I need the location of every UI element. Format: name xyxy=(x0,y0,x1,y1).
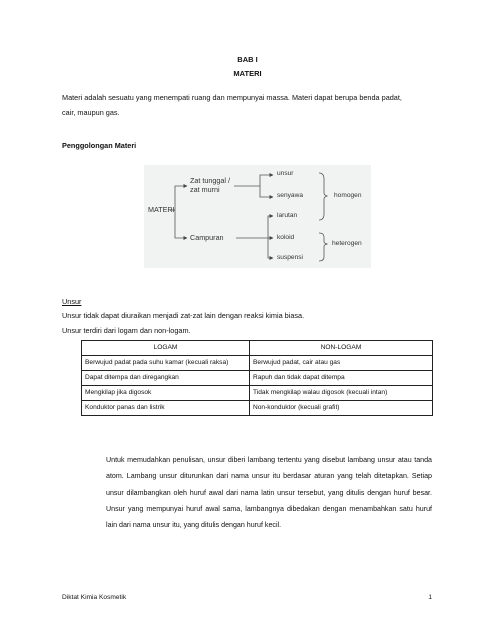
diagram-solution-label: larutan xyxy=(277,212,298,219)
diagram-pure-label-2: zat murni xyxy=(190,185,220,194)
footer-title: Diktat Kimia Kosmetik xyxy=(62,594,127,601)
diagram-suspension-label: suspensi xyxy=(277,254,304,261)
table-header-row xyxy=(82,341,433,356)
metal-nonmetal-table xyxy=(81,340,433,416)
section-title: Penggolongan Materi xyxy=(62,141,137,150)
diagram-heterogeneous-label: heterogen xyxy=(332,240,362,247)
diagram-connectors xyxy=(144,165,371,268)
table-cell: Mengkilap jika digosok xyxy=(82,386,250,401)
table-row xyxy=(82,386,433,401)
diagram-compound-label: senyawa xyxy=(277,192,304,199)
table-cell: Berwujud padat, cair atau gas xyxy=(250,356,433,371)
table-cell: Non-konduktor (kecuali grafit) xyxy=(250,401,433,416)
diagram-element-label: unsur xyxy=(277,170,294,177)
table-row xyxy=(82,356,433,371)
table-row xyxy=(82,371,433,386)
table-cell: Tidak mengkilap walau digosok (kecuali intan) xyxy=(250,386,433,401)
intro-line-2: cair, maupun gas. xyxy=(62,108,120,117)
table-cell: Rapuh dan tidak dapat ditempa xyxy=(250,371,433,386)
page-number: 1 xyxy=(428,594,432,601)
table-cell: Dapat ditempa dan diregangkan xyxy=(82,371,250,386)
table-row xyxy=(82,401,433,416)
table-cell: Berwujud padat pada suhu kamar (kecuali raksa) xyxy=(82,356,250,371)
chapter-title: MATERI xyxy=(233,69,262,78)
classification-diagram xyxy=(144,165,371,268)
chapter-label: BAB I xyxy=(237,55,258,64)
diagram-colloid-label: koloid xyxy=(277,234,295,241)
unsur-line-1: Unsur tidak dapat diuraikan menjadi zat-zat lain dengan reaksi kimia biasa. xyxy=(62,311,305,320)
table-header-logam: LOGAM xyxy=(82,341,250,356)
diagram-mixture-label: Campuran xyxy=(190,233,224,242)
diagram-pure-label-1: Zat tunggal / xyxy=(190,176,230,185)
unsur-heading: Unsur xyxy=(62,297,82,306)
symbol-paragraph: Untuk memudahkan penulisan, unsur diberi lambang tertentu yang disebut lambang unsur atau tanda atom. Lambang unsur diturunkan dari nama unsur itu berdasar aturan yang telah ditetapkan. Setiap unsur dilambangkan oleh huruf awal dari nama latin unsur tersebut, yang ditulis dengan huruf besar. Unsur yang mempunyai huruf awal sama, lambangnya dibedakan dengan menambahkan satu huruf lain dari nama unsur itu, yang ditulis dengan huruf kecil. xyxy=(106,456,432,530)
table-header-nonlogam: NON-LOGAM xyxy=(250,341,433,356)
diagram-homogeneous-label: homogen xyxy=(334,192,362,199)
diagram-root-label: MATERI xyxy=(148,205,175,214)
table-cell: Konduktor panas dan listrik xyxy=(82,401,250,416)
unsur-line-2: Unsur terdiri dari logam dan non-logam. xyxy=(62,326,191,335)
intro-line-1: Materi adalah sesuatu yang menempati ruang dan mempunyai massa. Materi dapat berupa benda padat, xyxy=(62,93,402,102)
